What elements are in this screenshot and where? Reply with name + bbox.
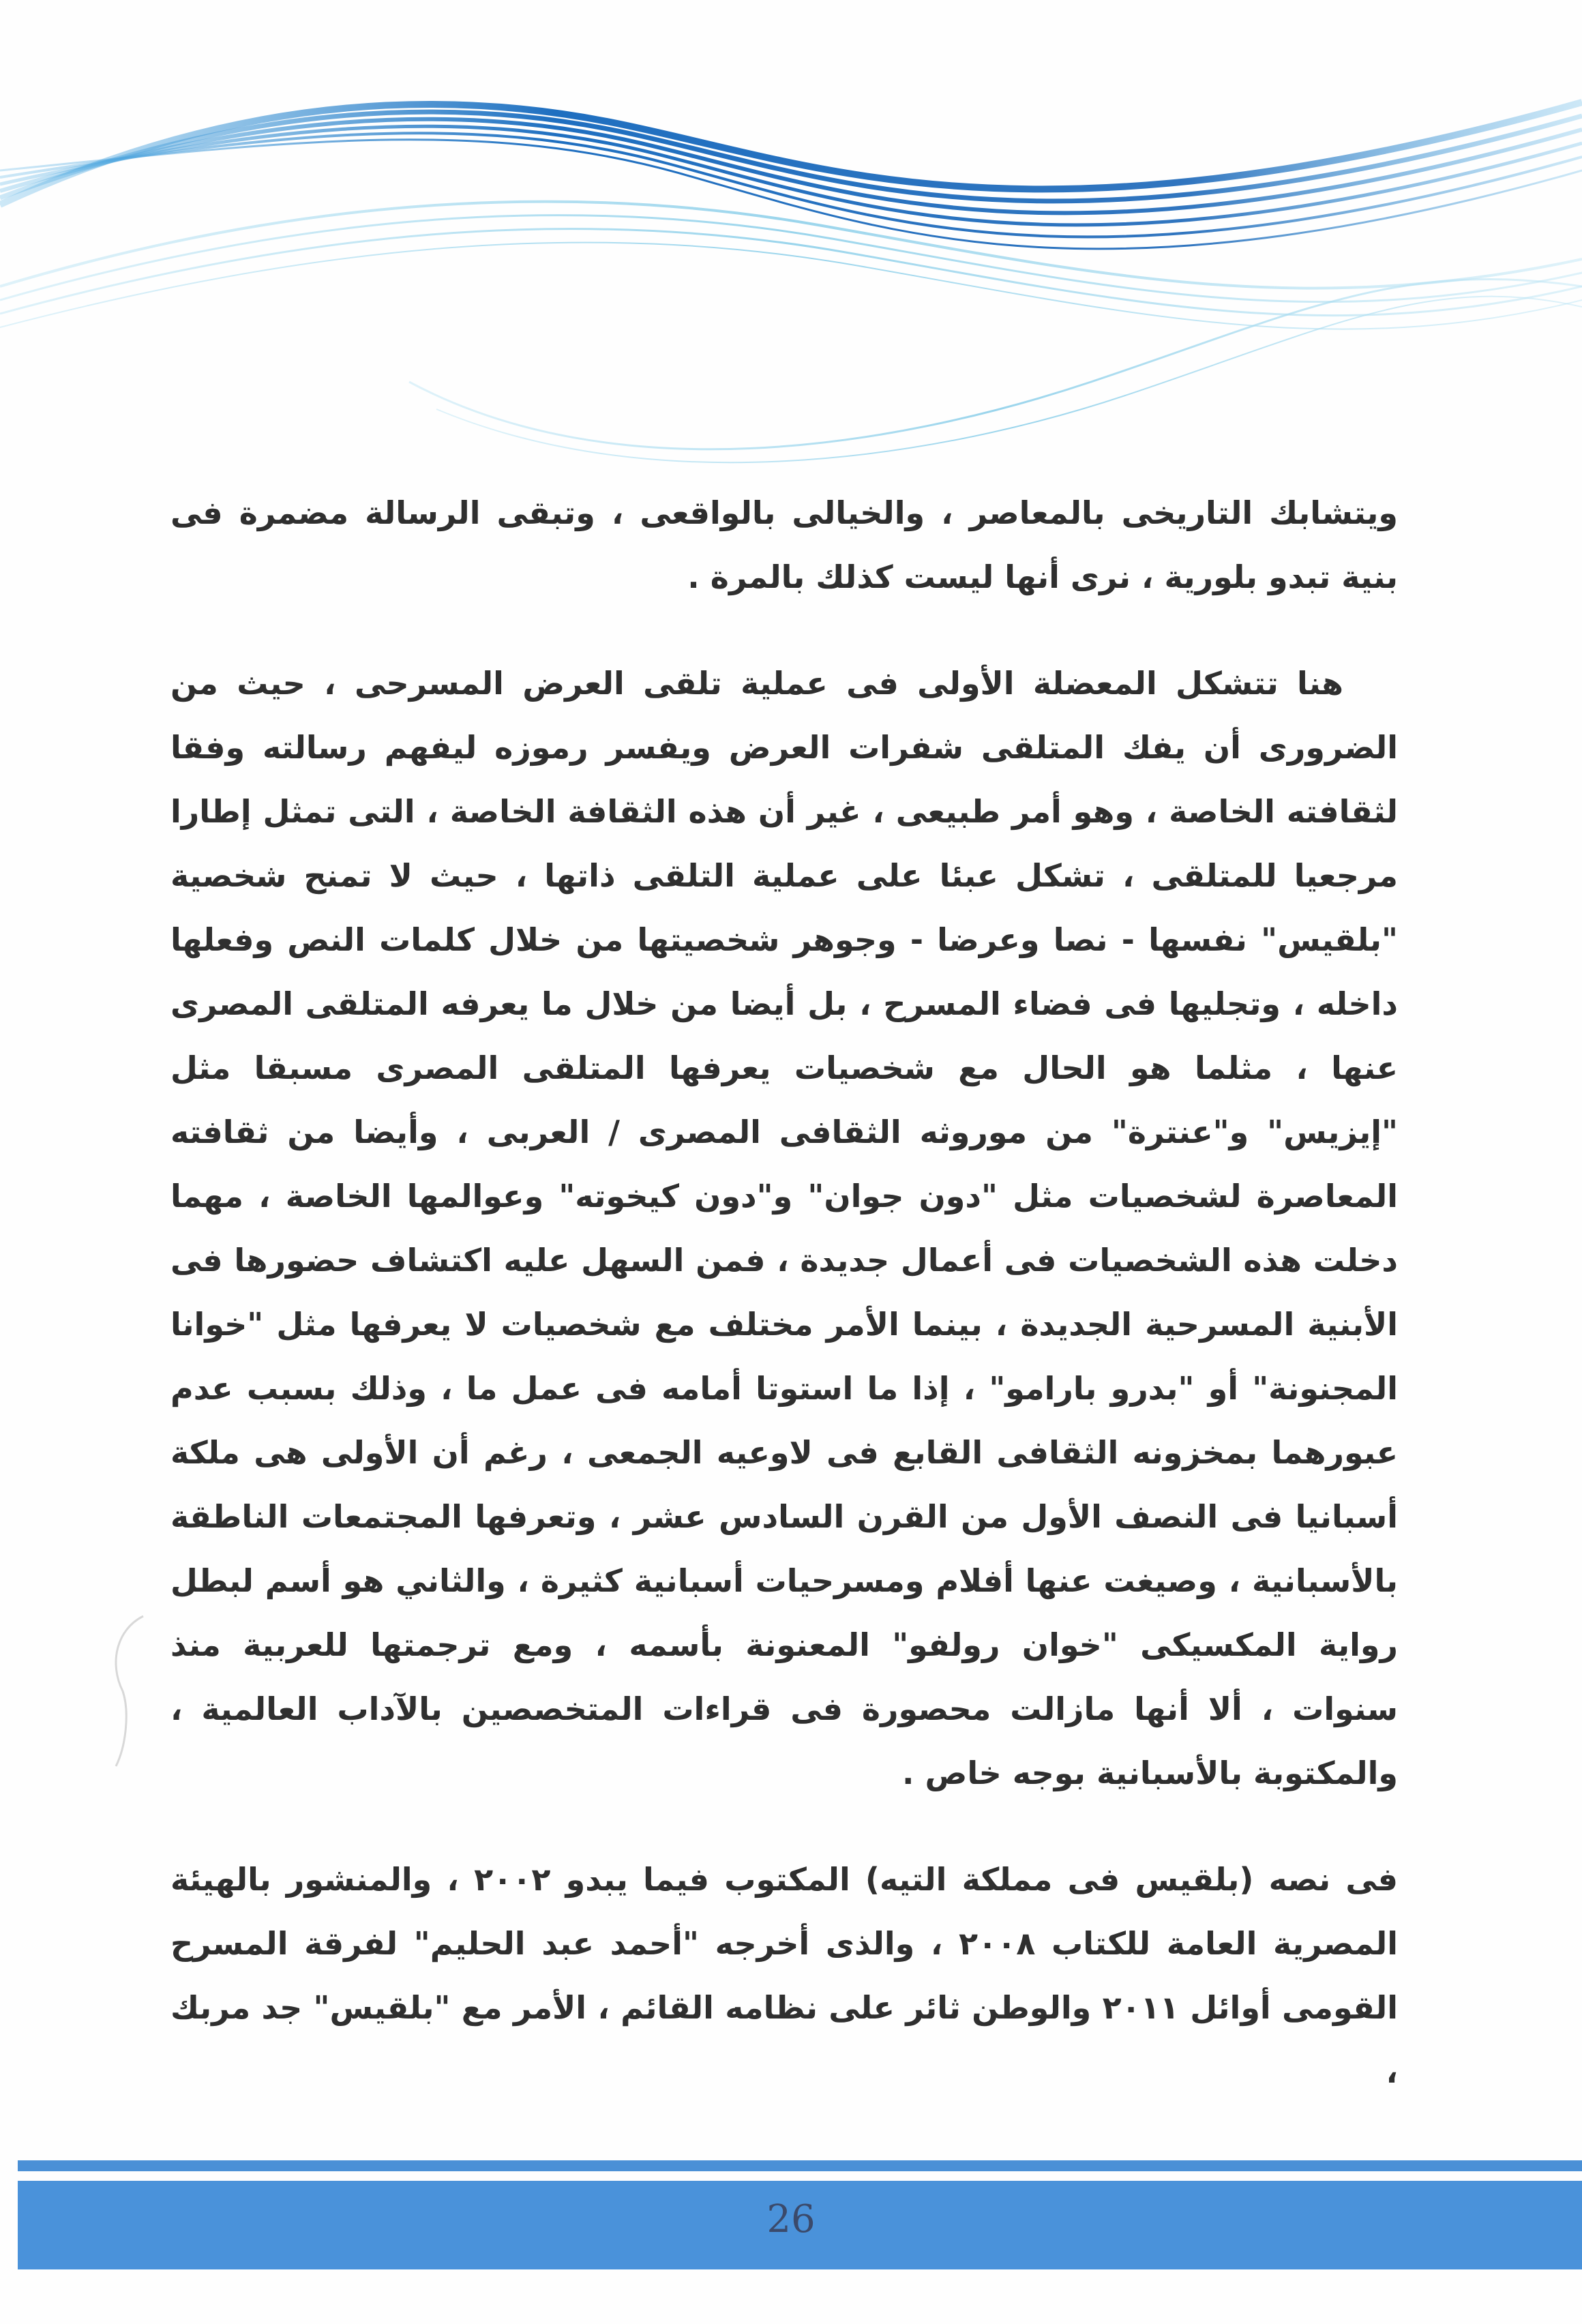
wave-band-dark: [0, 102, 1582, 249]
paragraph-1: ويتشابك التاريخى بالمعاصر ، والخيالى بالواقعى ، وتبقى الرسالة مضمرة فى بنية تبدو بلورية ، نرى أنها ليست كذلك بالمرة .: [170, 494, 1398, 595]
article-body: [170, 481, 1398, 2104]
footer-divider-band: [18, 2160, 1582, 2171]
margin-pen-mark: [102, 1609, 157, 1773]
decorative-wave-header: [0, 0, 1582, 491]
paragraph-3: فى نصه (بلقيس فى مملكة التيه) المكتوب فيما يبدو ٢٠٠٢ ، والمنشور بالهيئة المصرية العامة للكتاب ٢٠٠٨ ، والذى أخرجه "أحمد عبد الحليم" لفرقة المسرح القومى أوائل ٢٠١١ والوطن ثائر على نظامه القائم ، الأمر مع "بلقيس" جد مربك ،: [170, 1861, 1399, 2090]
paragraph-2: هنا تتشكل المعضلة الأولى فى عملية تلقى العرض المسرحى ، حيث من الضرورى أن يفك المتلقى شفرات العرض ويفسر رموزه ليفهم رسالته وفقا لثقافته الخاصة ، وهو أمر طبيعى ، غير أن هذه الثقافة الخاصة ، التى تمثل إطارا مرجعيا للمتلقى ، تشكل عبئا على عملية التلقى ذاتها ، حيث لا تمنح شخصية "بلقيس" نفسها - نصا وعرضا - وجوهر شخصيتها من خلال كلمات النص وفعلها داخله ، وتجليها فى فضاء المسرح ، بل أيضا من خلال ما يعرفه المتلقى المصرى عنها ، مثلما هو الحال مع شخصيات يعرفها المتلقى المصرى مسبقا مثل "إيزيس" و"عنترة" من موروثه الثقافى المصرى / العربى ، وأيضا من ثقافته المعاصرة لشخصيات مثل "دون جوان" و"دون كيخوته" وعوالمها الخاصة ، مهما دخلت هذه الشخصيات فى أعمال جديدة ، فمن السهل عليه اكتشاف حضورها فى الأبنية المسرحية الجديدة ، بينما الأمر مختلف مع شخصيات لا يعرفها مثل "خوانا المجنونة" أو "بدرو بارامو" ، إذا ما استوتا أمامه فى عمل ما ، وذلك بسبب عدم عبورهما بمخزونه الثقافى القابع فى لاوعيه الجمعى ، رغم أن الأولى هى ملكة أسبانيا فى النصف الأول من القرن السادس عشر ، وتعرفها المجتمعات الناطقة بالأسبانية ، وصيغت عنها أفلام ومسرحيات أسبانية كثيرة ، والثاني هو أسم لبطل رواية المكسيكى "خوان رولفو" المعنونة بأسمه ، ومع ترجمتها للعربية منذ سنوات ، ألا أنها مازالت محصورة فى قراءات المتخصصين بالآداب العالمية ، والمكتوبة بالأسبانية بوجه خاص .: [170, 665, 1398, 1791]
wave-band-light: [0, 202, 1582, 463]
page-number: 26: [766, 2197, 816, 2241]
